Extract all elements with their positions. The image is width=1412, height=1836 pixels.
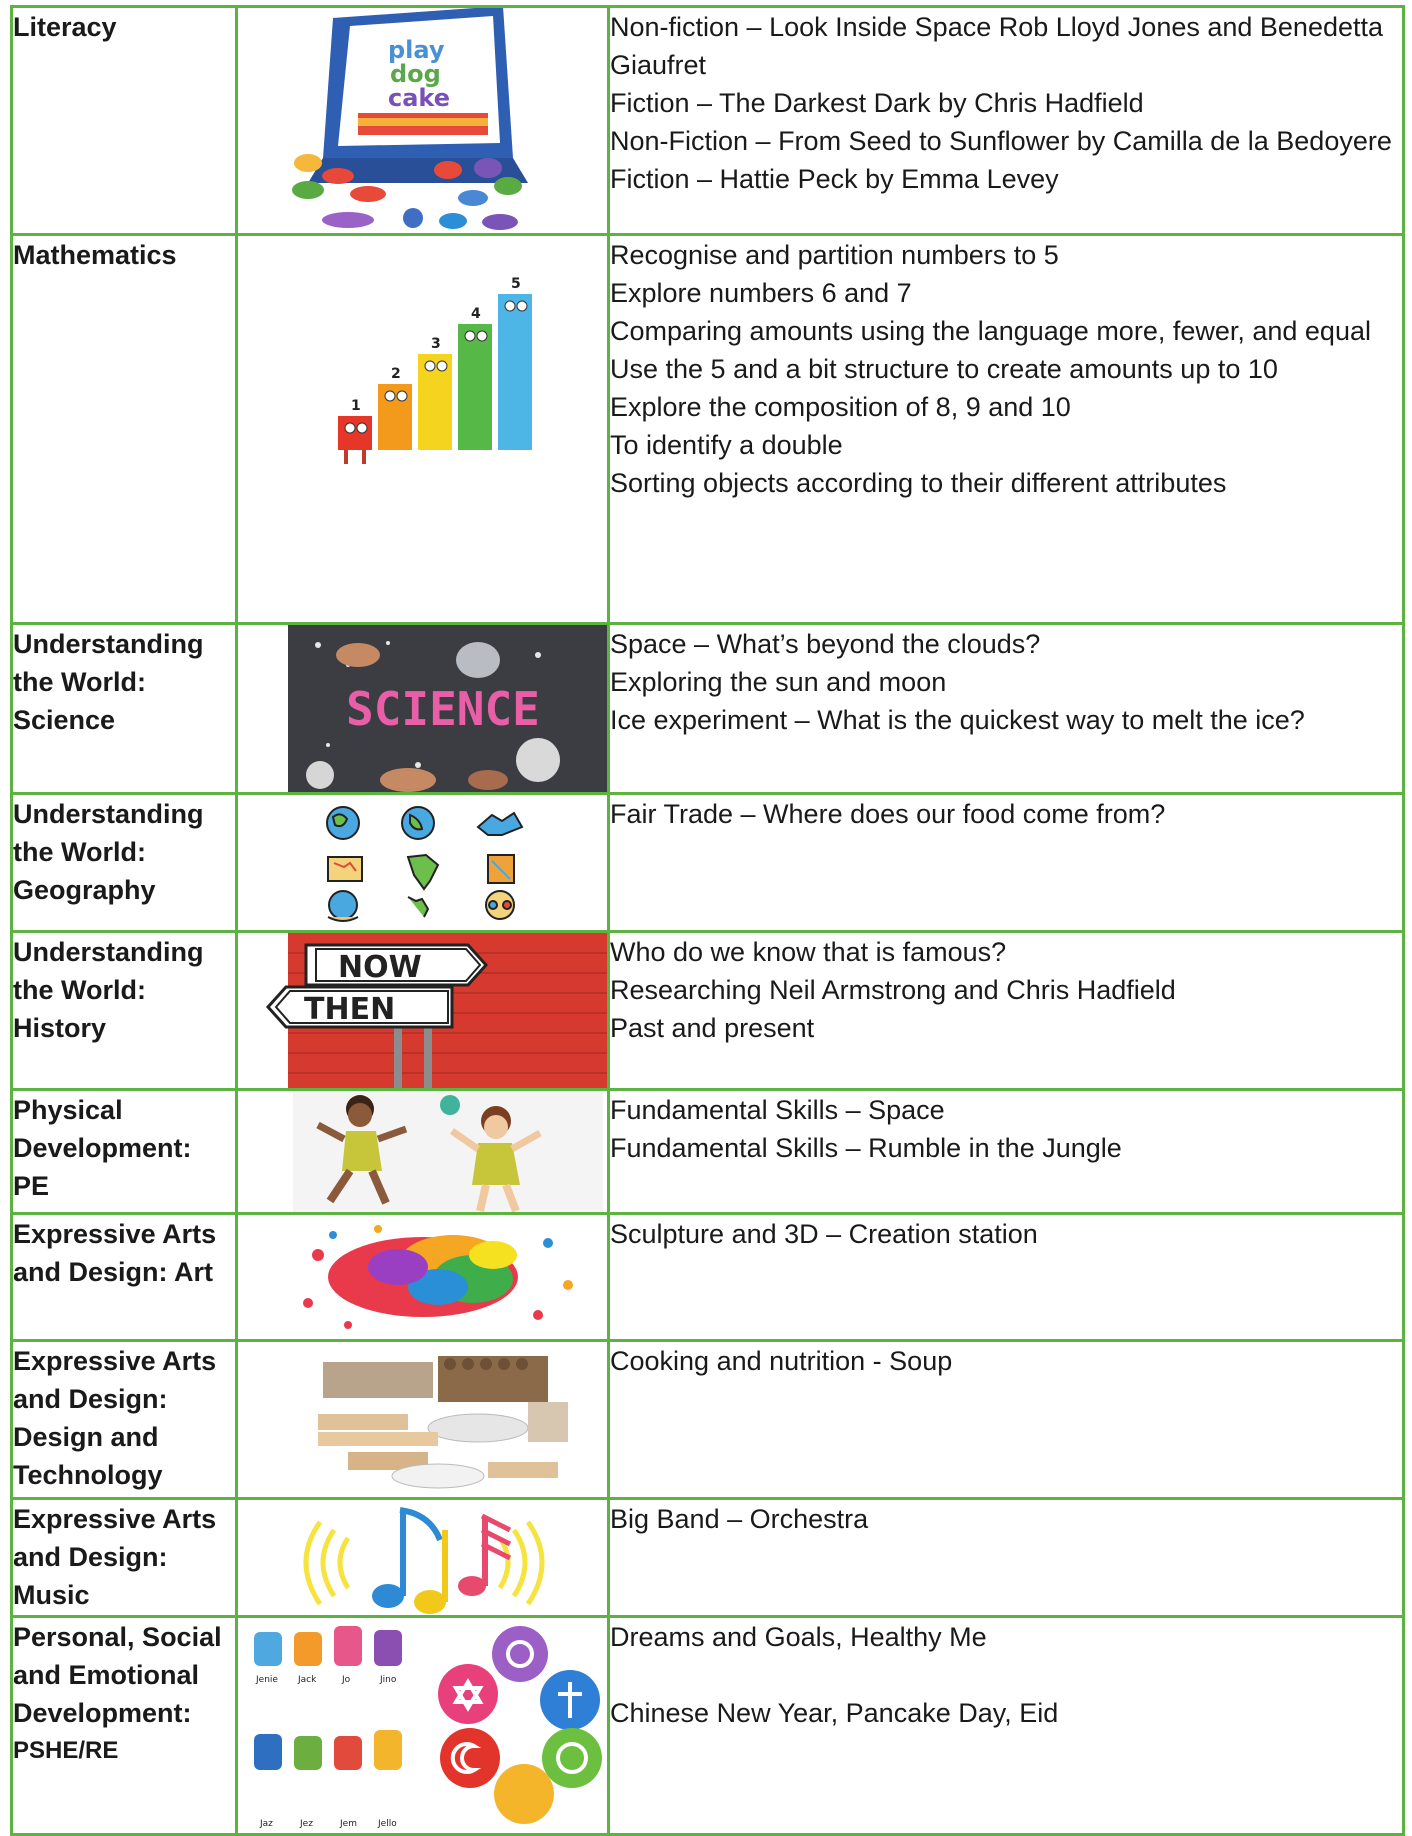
subject-label: Understanding the World: Science (13, 629, 204, 735)
table-row (12, 7, 1404, 235)
character-name: Jello (378, 1819, 397, 1829)
subject-cell (12, 932, 237, 1090)
subject-cell (12, 1499, 237, 1617)
table-row (12, 1341, 1404, 1499)
board-text-cake: cake (388, 84, 451, 112)
subject-cell (12, 1090, 237, 1214)
table-row (12, 1090, 1404, 1214)
subject-label: Expressive Arts and Design: Design and Technology (13, 1346, 217, 1490)
content-line: Explore the composition of 8, 9 and 10 (610, 392, 1071, 422)
content-line: Non-fiction – Look Inside Space Rob Lloyd Jones and Benedetta Giaufret (610, 12, 1384, 80)
content-line: Ice experiment – What is the quickest way to melt the ice? (610, 705, 1305, 735)
table-row (12, 1617, 1404, 1835)
table-row (12, 624, 1404, 794)
image-cell (237, 932, 609, 1090)
image-cell (237, 624, 609, 794)
content-line: Fundamental Skills – Space (610, 1095, 945, 1125)
character-name: Jez (300, 1819, 313, 1829)
science-word: SCIENCE (346, 682, 540, 736)
content-line: Who do we know that is famous? (610, 937, 1007, 967)
subject-cell (12, 7, 237, 235)
paint-splash-image (238, 1215, 609, 1341)
character-name: Jaz (260, 1819, 273, 1829)
subject-cell (12, 235, 237, 624)
content-line: Exploring the sun and moon (610, 667, 947, 697)
subject-cell (12, 1617, 237, 1835)
subject-label: Understanding the World: Geography (13, 799, 204, 905)
character-name: Jo (342, 1675, 351, 1685)
character-name: Jem (340, 1819, 357, 1829)
subject-label: Personal, Social and Emotional Development: (13, 1622, 222, 1728)
table-row (12, 932, 1404, 1090)
content-line: Non-Fiction – From Seed to Sunflower by Camilla de la Bedoyere (610, 126, 1392, 156)
content-line: To identify a double (610, 430, 843, 460)
content-line: Sorting objects according to their different attributes (610, 468, 1227, 498)
content-line: Fundamental Skills – Rumble in the Jungle (610, 1133, 1122, 1163)
content-line: Sculpture and 3D – Creation station (610, 1219, 1038, 1249)
block-number-2: 2 (391, 366, 401, 382)
subject-cell (12, 794, 237, 932)
playdough-letters-board-image (238, 8, 609, 235)
content-cell (609, 7, 1404, 235)
image-cell (237, 1341, 609, 1499)
content-line: Chinese New Year, Pancake Day, Eid (610, 1698, 1059, 1728)
music-notes-image (238, 1500, 609, 1617)
subject-label: Understanding the World: History (13, 937, 204, 1043)
content-line: Use the 5 and a bit structure to create amounts up to 10 (610, 354, 1278, 384)
subject-label-tail: PSHE/RE (13, 1737, 119, 1764)
content-cell (609, 1617, 1404, 1835)
content-cell (609, 794, 1404, 932)
numberblocks-image (238, 236, 609, 624)
content-cell (609, 1090, 1404, 1214)
content-line: Explore numbers 6 and 7 (610, 278, 912, 308)
table-row (12, 1214, 1404, 1341)
image-cell (237, 7, 609, 235)
image-cell (237, 1499, 609, 1617)
subject-cell (12, 1341, 237, 1499)
image-cell (237, 794, 609, 932)
geography-icons-image (238, 795, 609, 932)
content-cell (609, 1214, 1404, 1341)
curriculum-table (10, 5, 1405, 1836)
junk-modelling-materials-image (238, 1342, 609, 1499)
subject-label: Literacy (13, 12, 117, 42)
subject-label: Mathematics (13, 240, 177, 270)
table-row (12, 235, 1404, 624)
content-line: Researching Neil Armstrong and Chris Hadfield (610, 975, 1176, 1005)
subject-label: Expressive Arts and Design: Art (13, 1219, 217, 1287)
jigsaw-characters-faith-symbols-image (238, 1618, 609, 1835)
content-line: Cooking and nutrition - Soup (610, 1346, 953, 1376)
content-line: Space – What’s beyond the clouds? (610, 629, 1041, 659)
table-row (12, 1499, 1404, 1617)
content-line: Recognise and partition numbers to 5 (610, 240, 1059, 270)
content-cell (609, 235, 1404, 624)
subject-label: Physical Development: PE (13, 1095, 192, 1201)
subject-label: Expressive Arts and Design: Music (13, 1504, 217, 1610)
science-table-image (238, 625, 609, 794)
block-number-4: 4 (471, 306, 481, 322)
block-number-3: 3 (431, 336, 441, 352)
character-name: Jino (380, 1675, 397, 1685)
content-line: Fiction – Hattie Peck by Emma Levey (610, 164, 1059, 194)
image-cell (237, 235, 609, 624)
children-playing-ball-image (238, 1091, 609, 1214)
now-then-sign-image (238, 933, 609, 1090)
content-line: Fiction – The Darkest Dark by Chris Hadfield (610, 88, 1144, 118)
content-cell (609, 1499, 1404, 1617)
character-name: Jack (298, 1675, 317, 1685)
character-name: Jenie (256, 1675, 278, 1685)
board-text-dog: dog (390, 60, 441, 88)
image-cell (237, 1090, 609, 1214)
table-row (12, 794, 1404, 932)
content-cell (609, 1341, 1404, 1499)
sign-then-text: THEN (304, 992, 396, 1027)
subject-cell (12, 1214, 237, 1341)
blank-line (610, 1656, 1402, 1694)
image-cell (237, 1617, 609, 1835)
content-cell (609, 932, 1404, 1090)
block-number-5: 5 (511, 276, 521, 292)
content-line: Fair Trade – Where does our food come from? (610, 799, 1166, 829)
image-cell (237, 1214, 609, 1341)
content-line: Past and present (610, 1013, 815, 1043)
content-line: Dreams and Goals, Healthy Me (610, 1622, 987, 1652)
sign-now-text: NOW (338, 950, 422, 985)
board-text-play: play (388, 36, 445, 64)
content-line: Big Band – Orchestra (610, 1504, 869, 1534)
content-cell (609, 624, 1404, 794)
subject-cell (12, 624, 237, 794)
block-number-1: 1 (351, 398, 361, 414)
content-line: Comparing amounts using the language more, fewer, and equal (610, 316, 1371, 346)
